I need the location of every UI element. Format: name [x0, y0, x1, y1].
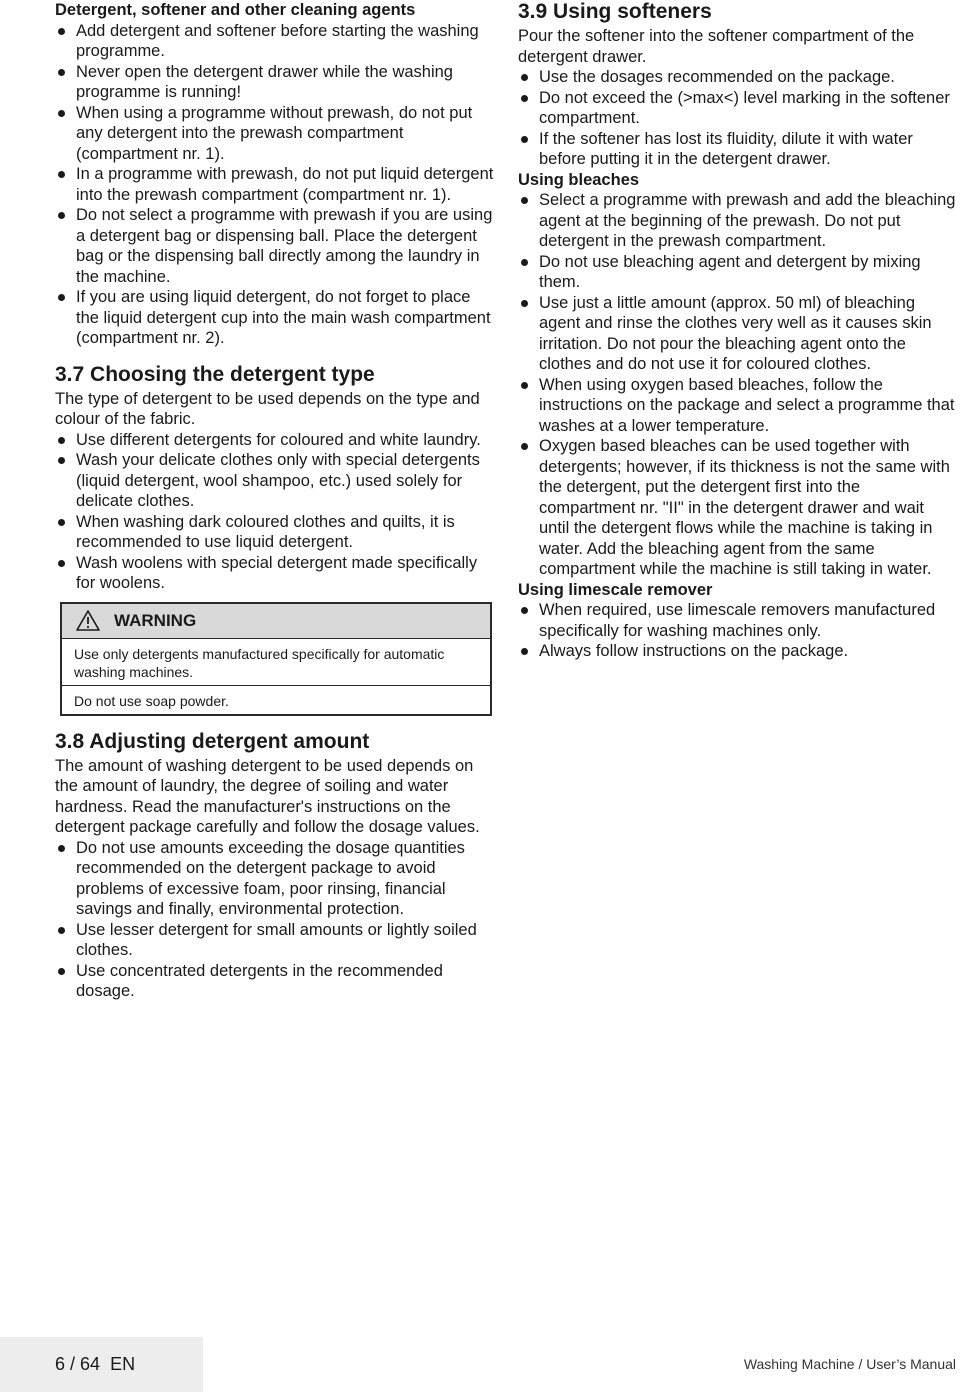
list-item: Do not use amounts exceeding the dosage quantities recommended on the detergent package to avoid problems of excessive foam, poor rinsing, financial savings and finally, environmental protection. — [55, 838, 495, 920]
list-item: Never open the detergent drawer while the washing programme is running! — [55, 62, 495, 103]
list-item: Use lesser detergent for small amounts or lightly soiled clothes. — [55, 920, 495, 961]
list-item: Do not select a programme with prewash if you are using a detergent bag or dispensing ball. Place the detergent bag or the dispensing ball directly among the laundry in the machine. — [55, 205, 495, 287]
page-footer — [0, 1337, 960, 1392]
list-item: Use concentrated detergents in the recommended dosage. — [55, 961, 495, 1002]
section-intro: Pour the softener into the softener compartment of the detergent drawer. — [518, 27, 915, 66]
language-code: EN — [110, 1354, 136, 1374]
left-column — [55, 0, 495, 1002]
warning-text: Use only detergents manufactured specifically for automatic washing machines. — [62, 639, 490, 686]
warning-text: Do not use soap powder. — [74, 692, 229, 709]
list-item: Select a programme with prewash and add the bleaching agent at the beginning of the prewash. Do not put detergent in the prewash compartment. — [518, 190, 956, 252]
section-number: 3.9 — [518, 0, 548, 23]
section-intro: The type of detergent to be used depends on the type and colour of the fabric. — [55, 389, 480, 428]
warning-box — [60, 602, 492, 716]
section-title-text: Using softeners — [553, 0, 712, 23]
list-item: Always follow instructions on the package. — [518, 641, 956, 662]
section-title-3-7 — [55, 363, 495, 387]
section-number: 3.8 — [55, 729, 85, 753]
right-column — [518, 0, 956, 662]
list-item: Wash your delicate clothes only with special detergents (liquid detergent, wool shampoo, etc.) used solely for delicate clothes. — [55, 450, 495, 512]
list-item: Do not exceed the (>max<) level marking in the softener compartment. — [518, 88, 956, 129]
section-title-3-9 — [518, 0, 956, 24]
section-intro: The amount of washing detergent to be used depends on the amount of laundry, the degree of soiling and water hardness. Read the manufacturer's instructions on the detergent package carefully and follow the dosage values. — [55, 756, 480, 836]
section-title-text: Adjusting detergent amount — [89, 729, 370, 753]
list-item: In a programme with prewash, do not put liquid detergent into the prewash compartment (compartment nr. 1). — [55, 164, 495, 205]
section-number: 3.7 — [55, 362, 85, 386]
list-item: When using oxygen based bleaches, follow the instructions on the package and select a programme that washes at a lower temperature. — [518, 375, 956, 437]
warning-triangle-icon — [76, 610, 100, 631]
agents-heading: Detergent, softener and other cleaning agents — [55, 1, 416, 19]
agents-list — [55, 21, 495, 349]
section-title-3-8 — [55, 730, 495, 754]
limescale-list — [518, 600, 956, 662]
manual-title: Washing Machine / User’s Manual — [743, 1356, 956, 1372]
list-item: If the softener has lost its fluidity, dilute it with water before putting it in the detergent drawer. — [518, 129, 956, 170]
detergent-type-list — [55, 430, 495, 594]
page-number — [55, 1354, 135, 1375]
list-item: Add detergent and softener before starting the washing programme. — [55, 21, 495, 62]
list-item: Use different detergents for coloured and white laundry. — [55, 430, 495, 451]
limescale-heading: Using limescale remover — [518, 580, 713, 599]
list-item: If you are using liquid detergent, do not forget to place the liquid detergent cup into the main wash compartment (compartment nr. 2). — [55, 287, 495, 349]
list-item: Use the dosages recommended on the package. — [518, 67, 956, 88]
list-item: Use just a little amount (approx. 50 ml) of bleaching agent and rinse the clothes very well as it causes skin irritation. Do not pour the bleaching agent onto the clothes and do not use it for coloured clothes. — [518, 293, 956, 375]
list-item: When required, use limescale removers manufactured specifically for washing machines only. — [518, 600, 956, 641]
page-count: 6 / 64 — [55, 1354, 101, 1374]
list-item: When using a programme without prewash, do not put any detergent into the prewash compartment (compartment nr. 1). — [55, 103, 495, 165]
warning-header — [62, 604, 490, 639]
list-item: When washing dark coloured clothes and quilts, it is recommended to use liquid detergent. — [55, 512, 495, 553]
detergent-amount-list — [55, 838, 495, 1002]
list-item: Do not use bleaching agent and detergent by mixing them. — [518, 252, 956, 293]
bleaches-heading: Using bleaches — [518, 170, 640, 189]
softeners-list — [518, 67, 956, 170]
section-title-text: Choosing the detergent type — [90, 362, 375, 386]
list-item: Wash woolens with special detergent made specifically for woolens. — [55, 553, 495, 594]
warning-label: WARNING — [114, 610, 197, 630]
bleaches-list — [518, 190, 956, 580]
list-item: Oxygen based bleaches can be used together with detergents; however, if its thickness is not the same with the detergent, put the detergent first into the compartment nr. "II" in the detergent drawer and wait until the detergent flows while the machine is taking in water. Add the bleaching agent from the same compartment while the machine is still taking in water. — [518, 436, 956, 580]
